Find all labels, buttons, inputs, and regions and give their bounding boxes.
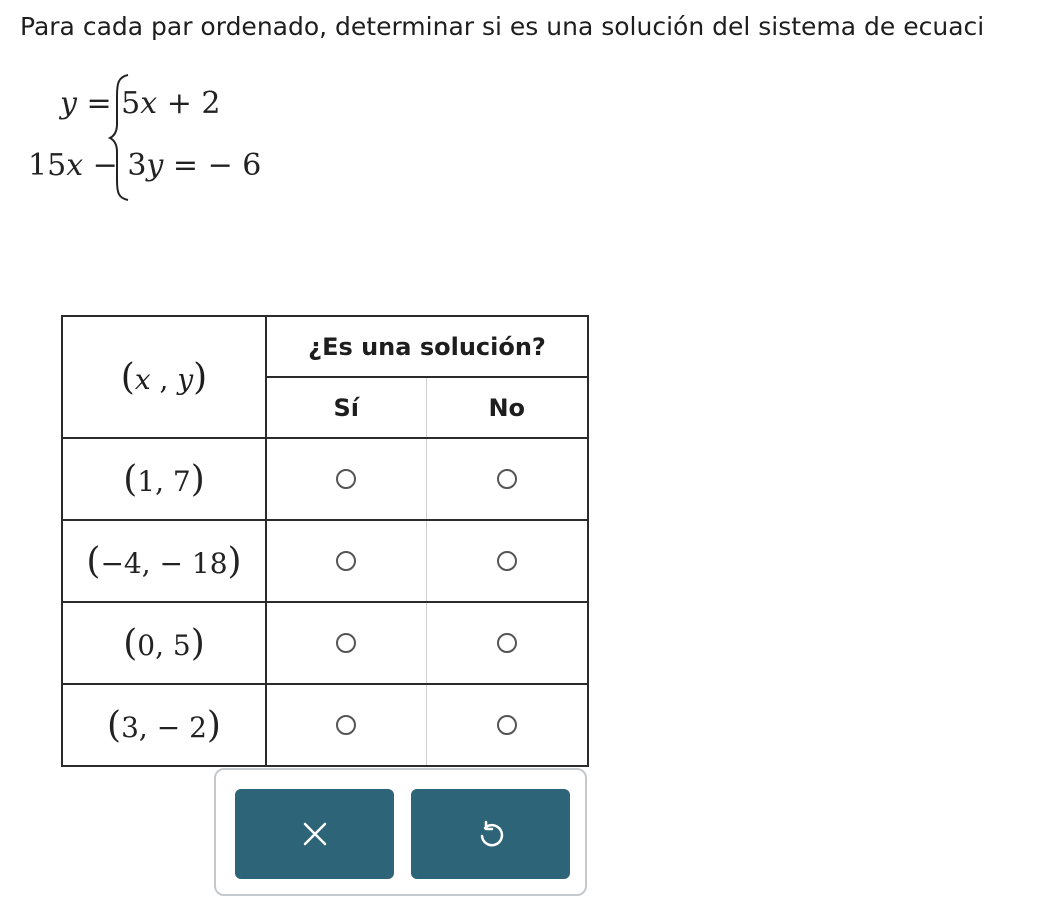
- table-row: [62, 602, 588, 684]
- pair-cell: (3, − 2): [62, 684, 266, 766]
- radio-no[interactable]: [497, 551, 517, 571]
- header-no: No: [426, 377, 588, 438]
- clear-button[interactable]: [235, 789, 394, 879]
- x-icon: [302, 821, 328, 847]
- pair-cell: (1, 7): [62, 438, 266, 520]
- radio-si[interactable]: [336, 469, 356, 489]
- option-si-cell: [266, 684, 426, 766]
- question-prompt: Para cada par ordenado, determinar si es una solución del sistema de ecuaci: [20, 12, 985, 41]
- eq1-mid: = 5: [76, 86, 141, 121]
- action-panel: [214, 768, 587, 896]
- undo-icon: [477, 819, 505, 849]
- option-si-cell: [266, 520, 426, 602]
- table-row: [62, 520, 588, 602]
- equation-2: [28, 148, 261, 184]
- eq1-var: x: [140, 86, 158, 121]
- eq2-coef: 15: [28, 148, 67, 183]
- eq2-mid: − 3: [83, 148, 147, 183]
- undo-button[interactable]: [411, 789, 570, 879]
- radio-no[interactable]: [497, 633, 517, 653]
- pair-cell: (0, 5): [62, 602, 266, 684]
- radio-si[interactable]: [336, 715, 356, 735]
- paren-open: (: [120, 356, 135, 398]
- table-row: [62, 684, 588, 766]
- option-si-cell: [266, 602, 426, 684]
- option-no-cell: [426, 602, 588, 684]
- radio-no[interactable]: [497, 469, 517, 489]
- option-si-cell: [266, 438, 426, 520]
- solution-table: [61, 315, 589, 767]
- option-no-cell: [426, 520, 588, 602]
- header-comma: ,: [150, 362, 178, 396]
- header-pair: [62, 316, 266, 438]
- equation-1: [60, 86, 220, 122]
- header-si: Sí: [266, 377, 426, 438]
- eq2-var2: y: [146, 148, 164, 183]
- radio-si[interactable]: [336, 551, 356, 571]
- pair-value: 1, 7: [137, 464, 191, 498]
- header-y: y: [177, 362, 194, 396]
- option-no-cell: [426, 684, 588, 766]
- eq1-tail: + 2: [157, 86, 221, 121]
- pair-value: 3, − 2: [121, 710, 207, 744]
- header-question: ¿Es una solución?: [266, 316, 588, 377]
- eq2-var1: x: [66, 148, 84, 183]
- eq2-tail: = − 6: [163, 148, 262, 183]
- paren-close: ): [193, 356, 208, 398]
- pair-value: −4, − 18: [100, 546, 228, 580]
- pair-cell: (−4, − 18): [62, 520, 266, 602]
- radio-no[interactable]: [497, 715, 517, 735]
- radio-si[interactable]: [336, 633, 356, 653]
- table-row: [62, 438, 588, 520]
- pair-value: 0, 5: [137, 628, 191, 662]
- eq1-lhs: y: [60, 86, 77, 121]
- option-no-cell: [426, 438, 588, 520]
- header-x: x: [134, 362, 151, 396]
